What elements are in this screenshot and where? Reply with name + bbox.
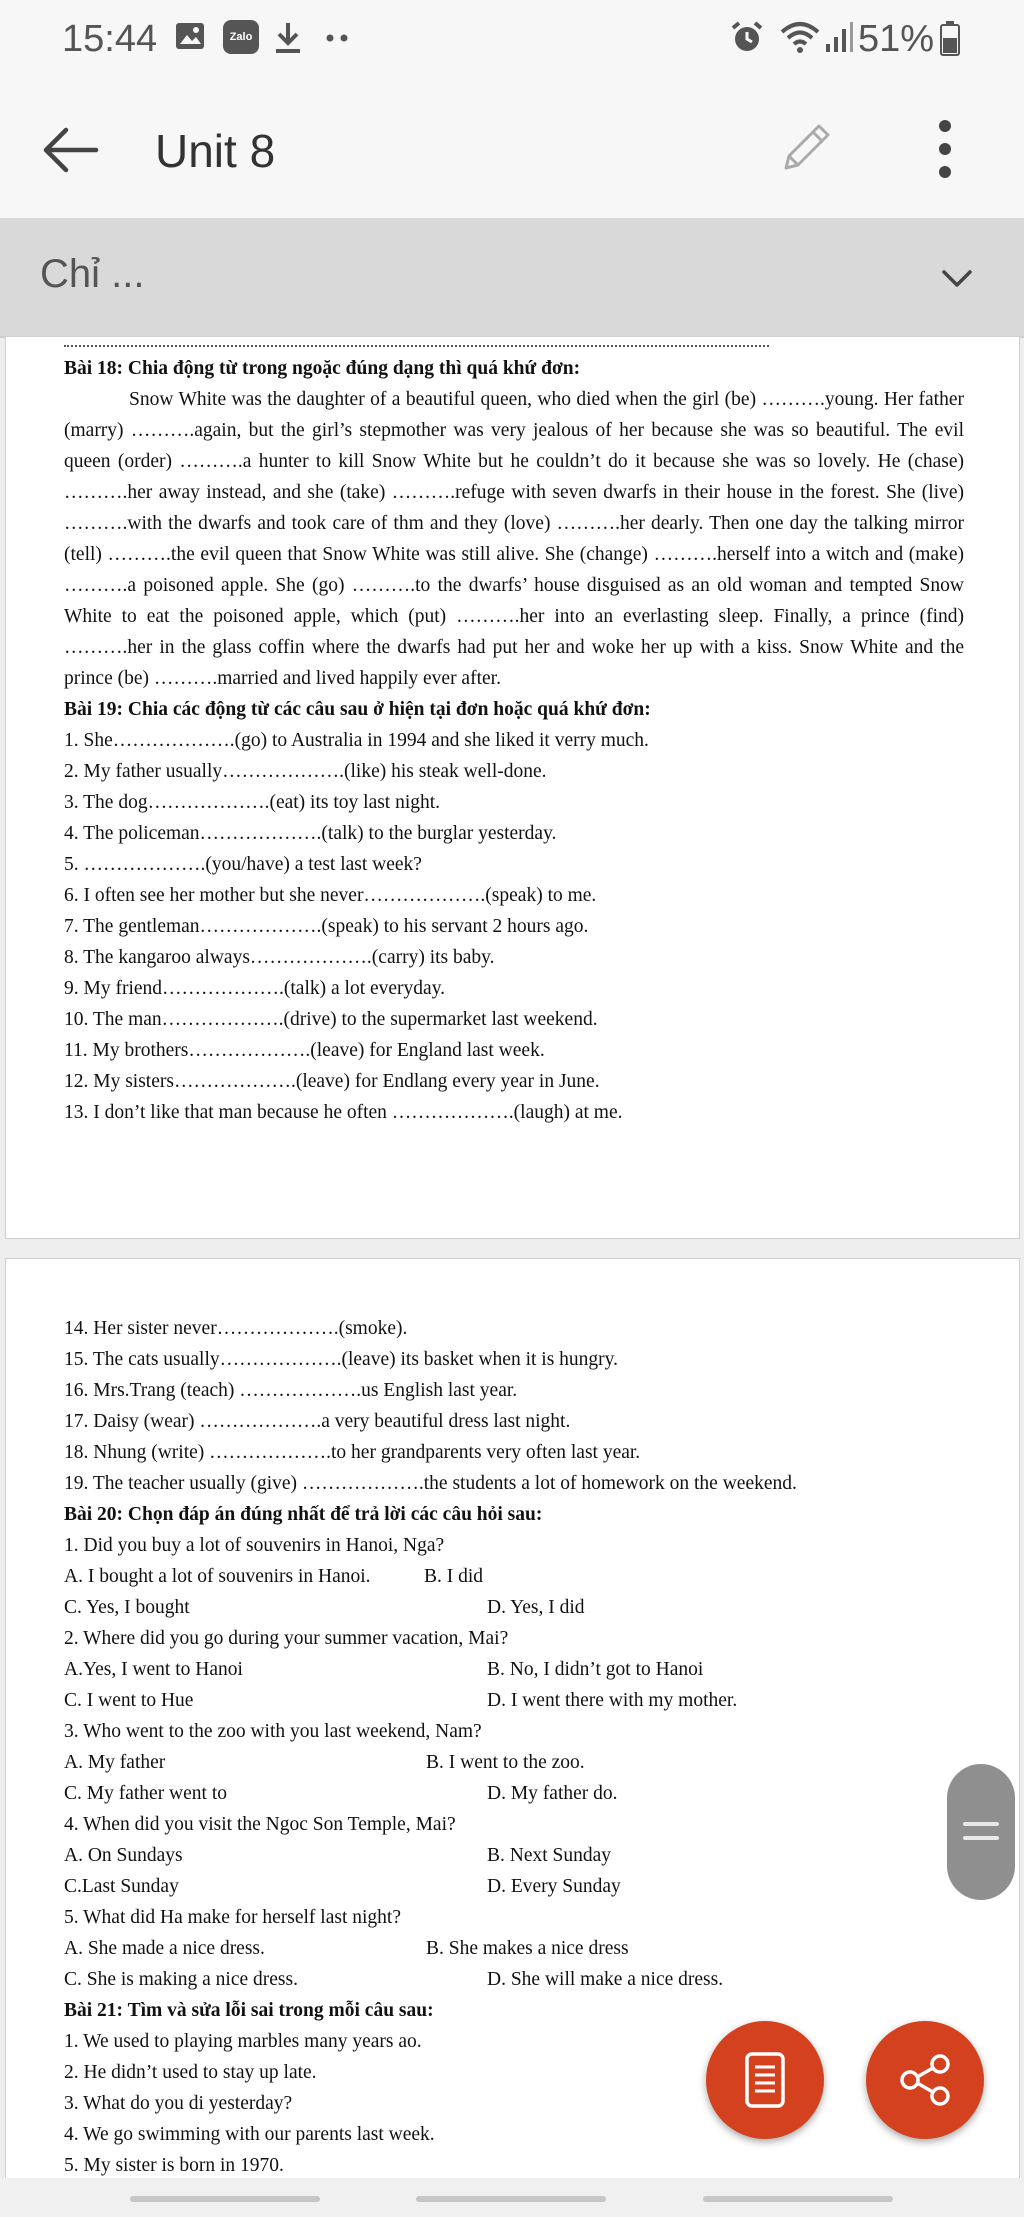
status-bar <box>0 0 1024 80</box>
option-a: A. She made a nice dress. <box>64 1938 265 1959</box>
answer-row <box>64 1654 994 1685</box>
signal-icon <box>824 20 854 54</box>
option-d: D. Every Sunday <box>487 1876 621 1897</box>
question: 1. Did you buy a lot of souvenirs in Hanoi, Nga? <box>64 1535 445 1556</box>
nav-home[interactable] <box>416 2196 606 2202</box>
answer-row <box>64 1561 994 1592</box>
option-b: B. Next Sunday <box>487 1845 612 1866</box>
document-page-1 <box>5 336 1020 1239</box>
exercise-21-heading: Bài 21: Tìm và sửa lỗi sai trong mỗi câu sau: <box>64 2000 434 2021</box>
zalo-icon: Zalo <box>223 20 259 54</box>
option-c: C. My father went to <box>64 1783 228 1804</box>
exercise-19-heading: Bài 19: Chia các động từ các câu sau ở hiện tại đơn hoặc quá khứ đơn: <box>64 699 651 720</box>
app-bar <box>0 80 1024 218</box>
status-time: 15:44 <box>62 18 158 60</box>
question: 3. Who went to the zoo with you last weekend, Nam? <box>64 1721 482 1742</box>
more-options-icon[interactable] <box>932 118 958 180</box>
option-a: A. On Sundays <box>64 1845 183 1866</box>
view-mode-dropdown[interactable] <box>0 218 1024 338</box>
option-a: A.Yes, I went to Hanoi <box>64 1659 243 1680</box>
answer-row <box>64 1592 994 1623</box>
chevron-down-icon[interactable] <box>940 268 974 290</box>
answer-row <box>64 1840 994 1871</box>
system-nav-bar <box>0 2178 1024 2217</box>
document-page-2 <box>5 1258 1020 2180</box>
back-arrow-icon[interactable] <box>40 120 100 180</box>
nav-recent[interactable] <box>130 2196 320 2202</box>
option-b: B. I did <box>424 1566 484 1587</box>
exercise-item: 15. The cats usually……………….(leave) its basket when it is hungry. <box>64 1349 619 1370</box>
option-c: C. She is making a nice dress. <box>64 1969 298 1990</box>
battery-icon <box>940 20 960 56</box>
answer-row <box>64 1685 994 1716</box>
option-b: B. I went to the zoo. <box>426 1752 585 1773</box>
exercise-item: 1. She……………….(go) to Australia in 1994 and she liked it verry much. <box>64 730 649 751</box>
question: 5. What did Ha make for herself last night? <box>64 1907 401 1928</box>
exercise-item: 2. He didn’t used to stay up late. <box>64 2062 317 2083</box>
exercise-18-heading: Bài 18: Chia động từ trong ngoặc đúng dạng thì quá khứ đơn: <box>64 358 581 379</box>
mobile-view-icon <box>744 2051 786 2109</box>
exercise-item: 4. We go swimming with our parents last week. <box>64 2124 435 2145</box>
share-icon <box>896 2051 954 2109</box>
answer-row <box>64 1871 994 1902</box>
option-c: C. I went to Hue <box>64 1690 194 1711</box>
exercise-item: 4. The policeman……………….(talk) to the burglar yesterday. <box>64 823 557 844</box>
fast-scroll-handle[interactable] <box>947 1764 1015 1900</box>
exercise-item: 2. My father usually……………….(like) his steak well-done. <box>64 761 547 782</box>
exercise-item: 10. The man……………….(drive) to the supermarket last weekend. <box>64 1009 598 1030</box>
answer-row <box>64 1964 994 1995</box>
answer-dotted-line <box>64 335 769 347</box>
option-b: B. She makes a nice dress <box>426 1938 629 1959</box>
exercise-item: 5. ……………….(you/have) a test last week? <box>64 854 422 875</box>
exercise-item: 8. The kangaroo always……………….(carry) its baby. <box>64 947 495 968</box>
exercise-item: 14. Her sister never……………….(smoke). <box>64 1318 408 1339</box>
exercise-18-paragraph: Snow White was the daughter of a beautiful queen, who died when the girl (be) ……….young. Her father (marry) ……….again, but the girl’s stepmother was very jealous of her because she was so beautiful. The evil queen (order) ……….a hunter to kill Snow White but he couldn’t do it because she was so lovely. He (chase) ……….her away instead, and she (take) ……….refuge with seven dwarfs in their house in the forest. She (live) ……….with the dwarfs and took care of thm and they (love) ……….her dearly. Then one day the talking mirror (tell) ……….the evil queen that Snow White was still alive. She (change) ……….herself into a witch and (make) ……….a poisoned apple. She (go) ……….to the dwarfs’ house disguised as an old woman and tempted Snow White to eat the poisoned apple, which (put) ……….her into an everlasting sleep. Finally, a prince (find) ……….her in the glass coffin where the dwarfs had put her and woke her up with a kiss. Snow White and the prince (be) ……….married and lived happily ever after. <box>64 389 964 689</box>
exercise-item: 9. My friend……………….(talk) a lot everyday. <box>64 978 446 999</box>
option-a: A. I bought a lot of souvenirs in Hanoi. <box>64 1566 371 1587</box>
exercise-item: 7. The gentleman……………….(speak) to his servant 2 hours ago. <box>64 916 589 937</box>
exercise-20-heading: Bài 20: Chọn đáp án đúng nhất để trả lời các câu hỏi sau: <box>64 1504 543 1525</box>
gallery-icon <box>174 20 206 52</box>
answer-row <box>64 1747 994 1778</box>
option-a: A. My father <box>64 1752 166 1773</box>
exercise-item: 3. What do you di yesterday? <box>64 2093 293 2114</box>
page2-content <box>64 1313 994 2181</box>
exercise-item: 13. I don’t like that man because he often ……………….(laugh) at me. <box>64 1102 623 1123</box>
option-c: C.Last Sunday <box>64 1876 179 1897</box>
option-d: D. My father do. <box>487 1783 618 1804</box>
option-d: D. I went there with my mother. <box>487 1690 738 1711</box>
share-button[interactable] <box>866 2021 984 2139</box>
answer-row <box>64 1778 994 1809</box>
exercise-item: 6. I often see her mother but she never……………….(speak) to me. <box>64 885 597 906</box>
option-b: B. No, I didn’t got to Hanoi <box>487 1659 704 1680</box>
download-icon <box>272 20 304 56</box>
exercise-item: 1. We used to playing marbles many years ao. <box>64 2031 422 2052</box>
wifi-icon <box>780 20 820 54</box>
exercise-item: 12. My sisters……………….(leave) for Endlang every year in June. <box>64 1071 600 1092</box>
exercise-item: 3. The dog……………….(eat) its toy last night. <box>64 792 441 813</box>
exercise-item: 18. Nhung (write) ……………….to her grandparents very often last year. <box>64 1442 641 1463</box>
reading-mode-button[interactable] <box>706 2021 824 2139</box>
exercise-item: 17. Daisy (wear) ……………….a very beautiful dress last night. <box>64 1411 571 1432</box>
nav-back[interactable] <box>703 2196 893 2202</box>
exercise-item: 11. My brothers……………….(leave) for England last week. <box>64 1040 545 1061</box>
option-c: C. Yes, I bought <box>64 1597 190 1618</box>
exercise-item: 16. Mrs.Trang (teach) ……………….us English last year. <box>64 1380 518 1401</box>
battery-percent: 51% <box>857 18 934 60</box>
option-d: D. Yes, I did <box>487 1597 585 1618</box>
answer-row <box>64 1933 994 1964</box>
question: 2. Where did you go during your summer vacation, Mai? <box>64 1628 509 1649</box>
edit-pencil-icon[interactable] <box>778 118 836 176</box>
question: 4. When did you visit the Ngoc Son Temple, Mai? <box>64 1814 456 1835</box>
alarm-icon <box>730 20 764 54</box>
more-notifications-icon <box>325 34 351 42</box>
page1-content <box>64 335 994 1128</box>
view-mode-label: Chỉ ... <box>40 252 145 296</box>
exercise-item: 19. The teacher usually (give) ……………….the students a lot of homework on the weekend. <box>64 1473 797 1494</box>
exercise-item: 5. My sister is born in 1970. <box>64 2155 284 2176</box>
option-d: D. She will make a nice dress. <box>487 1969 724 1990</box>
page-title: Unit 8 <box>155 125 276 177</box>
